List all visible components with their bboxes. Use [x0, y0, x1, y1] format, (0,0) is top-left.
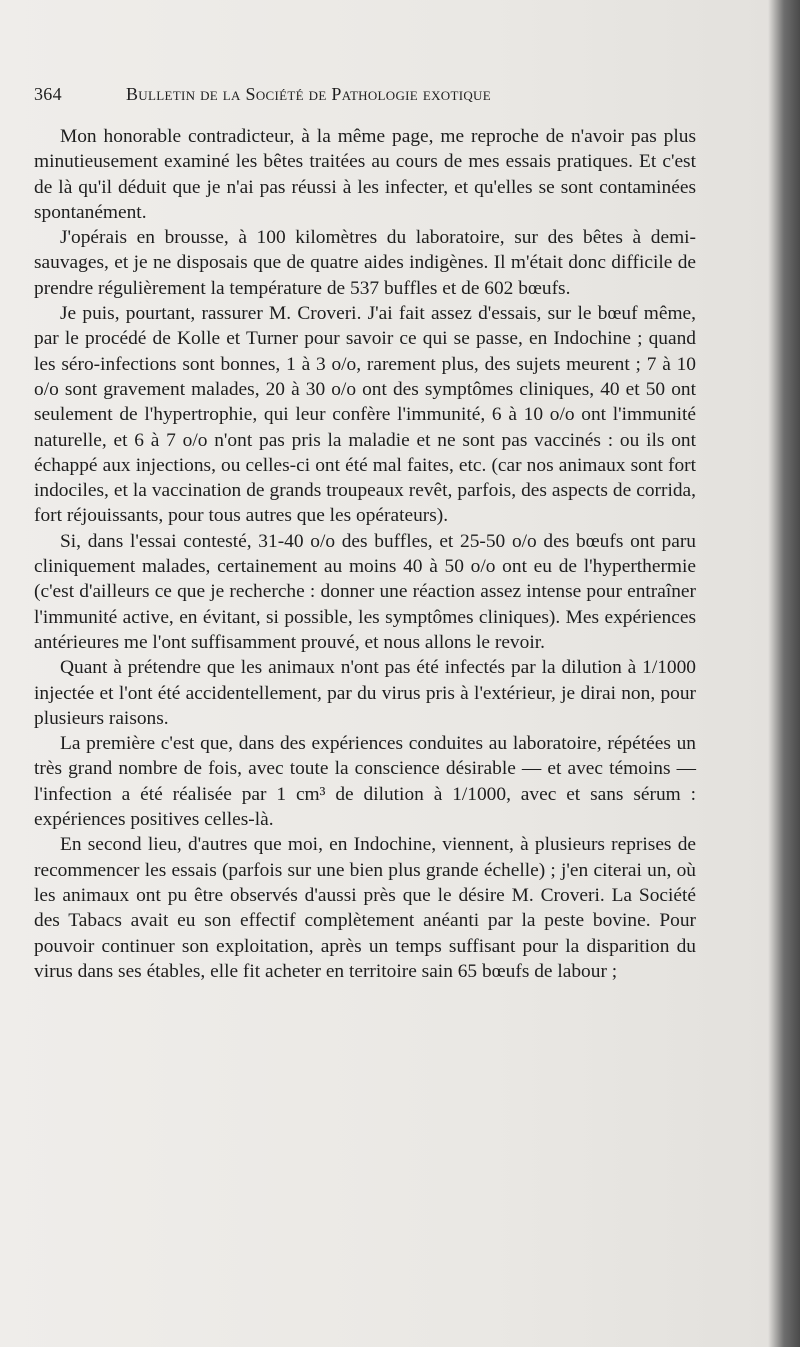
paragraph: La première c'est que, dans des expériences conduites au laboratoire, répétées un très grand nombre de fois, avec toute la conscience désirable — et avec témoins — l'infection a été réalisée par 1 cm³ de dilution à 1/1000, avec et sans sérum : expériences positives celles-là.: [34, 733, 696, 831]
running-header: [34, 84, 734, 105]
paragraph: J'opérais en brousse, à 100 kilomètres du laboratoire, sur des bêtes à demi-sauvages, et je ne disposais que de quatre aides indigènes. Il m'était donc difficile de prendre régulièrement la température de 537 buffles et de 602 bœufs.: [34, 227, 696, 299]
running-title: Bulletin de la Société de Pathologie exotique: [126, 84, 491, 104]
page-number: 364: [34, 84, 62, 104]
paragraph: Je puis, pourtant, rassurer M. Croveri. J'ai fait assez d'essais, sur le bœuf même, par le procédé de Kolle et Turner pour savoir ce qui se passe, en Indochine ; quand les séro-infections sont bonnes, 1 à 3 o/o, rarement plus, des sujets meurent ; 7 à 10 o/o sont gravement malades, 20 à 30 o/o ont des symptômes cliniques, 40 et 50 ont seulement de l'hypertrophie, qui leur confère l'immunité, 6 à 10 o/o ont l'immunité naturelle, et 6 à 7 o/o n'ont pas pris la maladie et ne sont pas vaccinés : ou ils ont échappé aux injections, ou celles-ci ont été mal faites, etc. (car nos animaux sont fort indociles, et la vaccination de grands troupeaux revêt, parfois, des aspects de corrida, fort réjouissants, pour tous autres que les opérateurs).: [34, 303, 696, 527]
paragraph: Si, dans l'essai contesté, 31-40 o/o des buffles, et 25-50 o/o des bœufs ont paru cliniquement malades, certainement au moins 40 à 50 o/o ont eu de l'hyperthermie (c'est d'ailleurs ce que je recherche : donner une réaction assez intense pour entraîner l'immunité active, en évitant, si possible, les symptômes cliniques). Mes expériences antérieures me l'ont suffisamment prouvé, et nous allons le revoir.: [34, 530, 696, 653]
paragraph: Quant à prétendre que les animaux n'ont pas été infectés par la dilution à 1/1000 injectée et l'ont été accidentellement, par du virus pris à l'extérieur, je dirai non, pour plusieurs raisons.: [34, 657, 696, 729]
body-text: [34, 124, 696, 984]
paragraph: En second lieu, d'autres que moi, en Indochine, viennent, à plusieurs reprises de recommencer les essais (parfois sur une bien plus grande échelle) ; j'en citerai un, où les animaux ont pu être observés d'aussi près que le désire M. Croveri. La Société des Tabacs avait eu son effectif complètement anéanti par la peste bovine. Pour pouvoir continuer son exploitation, après un temps suffisant pour la disparition du virus dans ses étables, elle fit acheter en territoire sain 65 bœufs de labour ;: [34, 834, 696, 982]
paragraph: Mon honorable contradicteur, à la même page, me reproche de n'avoir pas plus minutieusement examiné les bêtes traitées au cours de mes essais pratiques. Et c'est de là qu'il déduit que je n'ai pas réussi à les infecter, et qu'elles se sont contaminées spontanément.: [34, 126, 696, 223]
